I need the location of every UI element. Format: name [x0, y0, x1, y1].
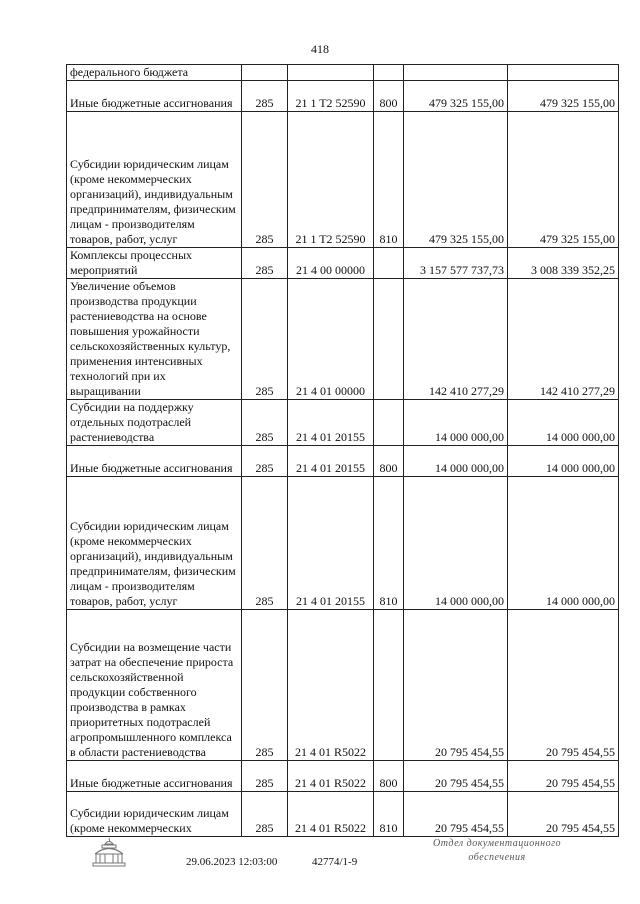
cell-gr: 285	[242, 610, 288, 761]
stamp-line-2: обеспечения	[468, 852, 526, 863]
cell-sum-2: 14 000 000,00	[508, 446, 619, 477]
cell-sum-1: 479 325 155,00	[404, 112, 508, 248]
cell-vr: 800	[374, 761, 404, 792]
cell-sum-1: 14 000 000,00	[404, 400, 508, 446]
cell-sum-1: 14 000 000,00	[404, 446, 508, 477]
cell-gr: 285	[242, 792, 288, 837]
cell-sum-1: 142 410 277,29	[404, 279, 508, 400]
cell-gr: 285	[242, 112, 288, 248]
cell-sum-1: 3 157 577 737,73	[404, 248, 508, 279]
budget-table	[66, 64, 619, 837]
cell-sum-2	[508, 65, 619, 81]
cell-vr: 810	[374, 112, 404, 248]
cell-name: Иные бюджетные ассигнования	[67, 761, 242, 792]
footer-datetime: 29.06.2023 12:03:00	[186, 856, 278, 868]
table-row	[67, 610, 619, 761]
table-row	[67, 477, 619, 610]
cell-cs: 21 4 01 R5022	[288, 792, 374, 837]
cell-name: Комплексы процессных мероприятий	[67, 248, 242, 279]
table-row	[67, 446, 619, 477]
cell-cs: 21 4 01 20155	[288, 477, 374, 610]
cell-name: Субсидии юридическим лицам (кроме некоммерческих организаций), индивидуальным предпринимателям, физическим лицам - производителям товаров, работ, услуг	[67, 477, 242, 610]
cell-name: федерального бюджета	[67, 65, 242, 81]
budget-table-body	[67, 65, 619, 837]
cell-sum-1: 20 795 454,55	[404, 792, 508, 837]
cell-cs: 21 1 T2 52590	[288, 81, 374, 112]
cell-gr: 285	[242, 446, 288, 477]
footer-doc-number: 42774/1-9	[312, 856, 358, 868]
cell-sum-1: 20 795 454,55	[404, 761, 508, 792]
cell-name: Субсидии на поддержку отдельных подотраслей растениеводства	[67, 400, 242, 446]
cell-sum-1: 479 325 155,00	[404, 81, 508, 112]
cell-sum-2: 14 000 000,00	[508, 400, 619, 446]
cell-sum-2: 3 008 339 352,25	[508, 248, 619, 279]
cell-gr	[242, 65, 288, 81]
cell-sum-2: 20 795 454,55	[508, 761, 619, 792]
cell-gr: 285	[242, 81, 288, 112]
table-row	[67, 279, 619, 400]
cell-sum-1: 14 000 000,00	[404, 477, 508, 610]
cell-cs: 21 4 00 00000	[288, 248, 374, 279]
cell-vr: 810	[374, 477, 404, 610]
cell-vr	[374, 610, 404, 761]
cell-gr: 285	[242, 248, 288, 279]
cell-cs: 21 4 01 00000	[288, 279, 374, 400]
cell-sum-1: 20 795 454,55	[404, 610, 508, 761]
cell-gr: 285	[242, 477, 288, 610]
cell-cs: 21 1 T2 52590	[288, 112, 374, 248]
cell-cs: 21 4 01 R5022	[288, 761, 374, 792]
table-row	[67, 792, 619, 837]
cell-vr	[374, 400, 404, 446]
cell-cs	[288, 65, 374, 81]
cell-sum-2: 14 000 000,00	[508, 477, 619, 610]
cell-name: Субсидии юридическим лицам (кроме некоммерческих	[67, 792, 242, 837]
cell-cs: 21 4 01 R5022	[288, 610, 374, 761]
cell-vr: 800	[374, 446, 404, 477]
table-row	[67, 112, 619, 248]
cell-sum-1	[404, 65, 508, 81]
cell-gr: 285	[242, 400, 288, 446]
cell-name: Иные бюджетные ассигнования	[67, 446, 242, 477]
cell-sum-2: 142 410 277,29	[508, 279, 619, 400]
cell-sum-2: 479 325 155,00	[508, 81, 619, 112]
cell-sum-2: 20 795 454,55	[508, 792, 619, 837]
cell-gr: 285	[242, 279, 288, 400]
cell-name: Иные бюджетные ассигнования	[67, 81, 242, 112]
page-number: 418	[311, 42, 329, 56]
table-row	[67, 248, 619, 279]
cell-name: Субсидии юридическим лицам (кроме некоммерческих организаций), индивидуальным предпринимателям, физическим лицам - производителям товаров, работ, услуг	[67, 112, 242, 248]
cell-vr: 810	[374, 792, 404, 837]
cell-name: Субсидии на возмещение части затрат на обеспечение прироста сельскохозяйственной продукции собственного производства в рамках приоритетных подотраслей агропромышленного комплекса в области растениеводства	[67, 610, 242, 761]
cell-vr	[374, 65, 404, 81]
table-row	[67, 400, 619, 446]
cell-gr: 285	[242, 761, 288, 792]
table-row	[67, 65, 619, 81]
cell-cs: 21 4 01 20155	[288, 446, 374, 477]
cell-sum-2: 20 795 454,55	[508, 610, 619, 761]
cell-cs: 21 4 01 20155	[288, 400, 374, 446]
cell-vr	[374, 248, 404, 279]
table-row	[67, 761, 619, 792]
duma-logo-icon	[90, 835, 128, 874]
department-stamp	[407, 837, 587, 865]
table-row	[67, 81, 619, 112]
cell-sum-2: 479 325 155,00	[508, 112, 619, 248]
cell-vr: 800	[374, 81, 404, 112]
cell-vr	[374, 279, 404, 400]
stamp-line-1: Отдел документационного	[432, 838, 562, 849]
cell-name: Увеличение объемов производства продукции растениеводства на основе повышения урожайности сельскохозяйственных культур, применения интенсивных технологий при их выращивании	[67, 279, 242, 400]
